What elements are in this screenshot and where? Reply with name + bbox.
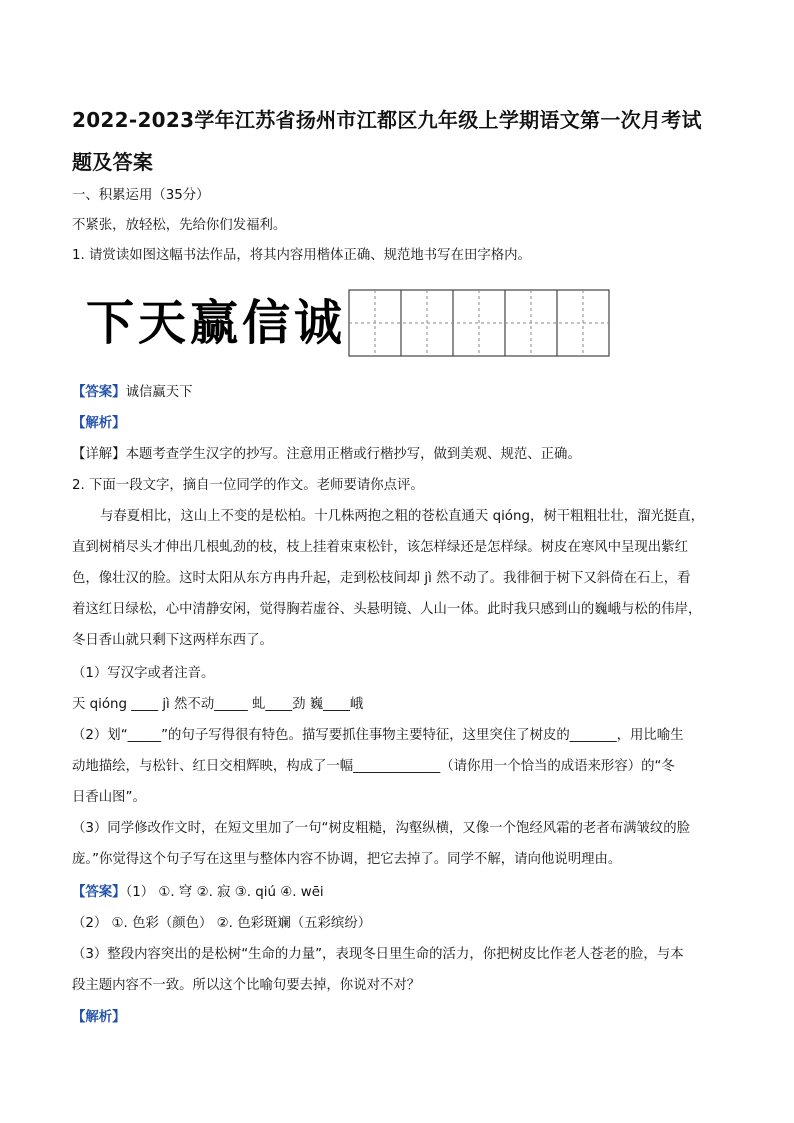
calligraphy-artwork: 下天赢信诚 (86, 295, 347, 351)
sub-question-1-blanks: 天 qióng ____ jì 然不动_____ 虬____劲 巍____峨 (72, 697, 364, 712)
detail-1-text: 本题考查学生汉字的抄写。注意用正楷或行楷抄写，做到美观、规范、正确。 (125, 447, 581, 462)
sub-question-2-line: 动地描绘，与松针、红日交相辉映，构成了一幅_____________（请你用一个恰当的成语来形容）的“冬 (72, 759, 675, 774)
section-heading: 一、积累运用（35分） (72, 188, 210, 203)
answer-1 (72, 382, 193, 404)
doc-title-line1: 2022-2023学年江苏省扬州市江都区九年级上学期语文第一次月考试 (72, 108, 702, 132)
sub-question-2-line: 日香山图”。 (72, 790, 146, 805)
answer-1-text: 诚信赢天下 (125, 385, 193, 400)
passage-line: 直到树梢尽头才伸出几根虬劲的枝，枝上挂着束束松针，该怎样绿还是怎样绿。树皮在寒风中呈现出紫红 (72, 540, 688, 555)
passage-line: 色，像壮汉的脸。这时太阳从东方冉冉升起，走到松枝间却 jì 然不动了。我徘徊于树下又斜倚在石上，看 (72, 571, 691, 586)
passage-line: 冬日香山就只剩下这两样东西了。 (72, 633, 273, 648)
analysis-2 (72, 1007, 126, 1029)
sub-question-3-line: 庞。”你觉得这个句子写在这里与整体内容不协调，把它去掉了。同学不解，请向他说明理由。 (72, 852, 622, 867)
detail-tag: 【详解】 (72, 447, 126, 462)
question-2: 2. 下面一段文字，摘自一位同学的作文。老师要请你点评。 (72, 478, 424, 493)
answer-2 (72, 882, 324, 904)
answer-2-line: 段主题内容不一致。所以这个比喻句要去掉，你说对不对？ (72, 978, 421, 993)
analysis-tag: 【解析】 (72, 1010, 126, 1025)
answer-2-line: （1） ①. 穹 ②. 寂 ③. qiú ④. wēi (125, 885, 324, 900)
passage-line: 与春夏相比，这山上不变的是松柏。十几株两抱之粗的苍松直通天 qióng，树干粗粗壮壮，溜光挺直， (100, 509, 705, 524)
intro-text: 不紧张，放轻松，先给你们发福利。 (72, 218, 287, 233)
question-1: 1. 请赏读如图这幅书法作品，将其内容用楷体正确、规范地书写在田字格内。 (72, 248, 531, 263)
answer-2-line: （3）整段内容突出的是松树“生命的力量”，表现冬日里生命的活力，你把树皮比作老人苍老的脸，与本 (72, 947, 684, 962)
sub-question-1: （1）写汉字或者注音。 (72, 666, 215, 681)
analysis-1 (72, 413, 126, 435)
sub-question-3-line: （3）同学修改作文时，在短文里加了一句“树皮粗糙，沟壑纵横，又像一个饱经风霜的老者布满皱纹的脸 (72, 821, 691, 836)
tianzige-grid (348, 289, 610, 357)
answer-2-line: （2） ①. 色彩（颜色） ②. 色彩斑斓（五彩缤纷） (72, 916, 372, 931)
answer-tag: 【答案】 (72, 385, 126, 400)
sub-question-2-line: （2）划“_____”的句子写得很有特色。描写要抓住事物主要特征，这里突住了树皮的_______，用比喻生 (72, 728, 684, 743)
analysis-tag: 【解析】 (72, 416, 126, 431)
passage-line: 着这红日绿松，心中清静安闲，觉得胸若虚谷、头悬明镜、人山一体。此时我只感到山的巍峨与松的伟岸， (72, 602, 702, 617)
doc-title-line2: 题及答案 (72, 150, 154, 174)
detail-1 (72, 444, 581, 466)
answer-tag: 【答案】 (72, 885, 126, 900)
